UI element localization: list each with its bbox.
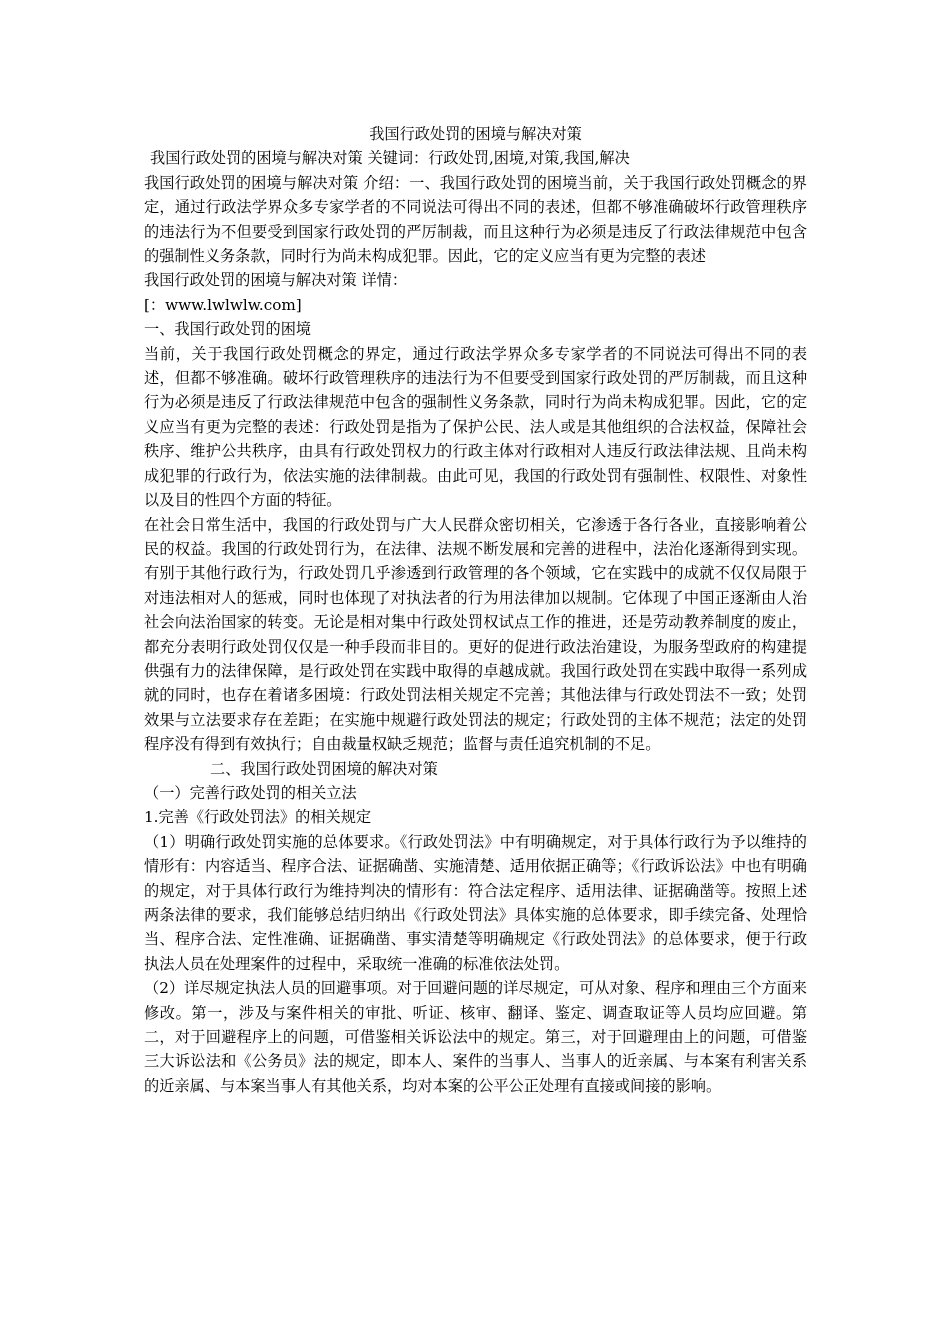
document-page	[144, 122, 807, 1098]
section2-heading: 二、我国行政处罚困境的解决对策	[210, 759, 438, 778]
section1-heading: 一、我国行政处罚的困境	[144, 320, 312, 339]
subsection1-1-heading: 1.完善《行政处罚法》的相关规定	[144, 808, 372, 827]
subsection1-heading: （一）完善行政处罚的相关立法	[144, 783, 357, 802]
section1-paragraph-2: 在社会日常生活中，我国的行政处罚与广大人民群众密切相关，它渗透于各行各业，直接影响着公民的权益。我国的行政处罚行为，在法律、法规不断发展和完善的进程中，法治化逐渐得到实现。有别于其他行政行为，行政处罚几乎渗透到行政管理的各个领域，它在实践中的成就不仅仅局限于对违法相对人的惩戒，同时也体现了对执法者的行为用法律加以规制。它体现了中国正逐渐由人治社会向法治国家的转变。无论是相对集中行政处罚权试点工作的推进，还是劳动教养制度的废止，都充分表明行政处罚仅仅是一种手段而非目的。更好的促进行政法治建设，为服务型政府的构建提供强有力的法律保障，是行政处罚在实践中取得的卓越成就。我国行政处罚在实践中取得一系列成就的同时，也存在着诸多困境：行政处罚法相关规定不完善；其他法律与行政处罚法不一致；处罚效果与立法要求存在差距；在实施中规避行政处罚法的规定；行政处罚的主体不规范；法定的处罚程序没有得到有效执行；自由裁量权缺乏规范；监督与责任追究机制的不足。	[144, 515, 807, 754]
item2-paragraph: （2）详尽规定执法人员的回避事项。对于回避问题的详尽规定，可从对象、程序和理由三个方面来修改。第一，涉及与案件相关的审批、听证、核审、翻译、鉴定、调查取证等人员均应回避。第二，对于回避程序上的问题，可借鉴相关诉讼法中的规定。第三，对于回避理由上的问题，可借鉴三大诉讼法和《公务员》法的规定，即本人、案件的当事人、当事人的近亲属、与本案有利害关系的近亲属、与本案当事人有其他关系，均对本案的公平公正处理有直接或间接的影响。	[144, 979, 807, 1095]
intro-paragraph: 我国行政处罚的困境与解决对策 介绍：一、我国行政处罚的困境当前，关于我国行政处罚概念的界定，通过行政法学界众多专家学者的不同说法可得出不同的表述，但都不够准确破坏行政管理秩序的违法行为不但要受到国家行政处罚的严厉制裁，而且这种行为必须是违反了行政法律规范中包含的强制性义务条款，同时行为尚未构成犯罪。因此，它的定义应当有更为完整的表述	[144, 173, 807, 266]
source-line: [：www.lwlwlw.com]	[144, 295, 302, 314]
details-label: 我国行政处罚的困境与解决对策 详情：	[144, 271, 408, 290]
item1-paragraph: （1）明确行政处罚实施的总体要求。《行政处罚法》中有明确规定，对于具体行政行为予以维持的情形有：内容适当、程序合法、证据确凿、实施清楚、适用依据正确等；《行政诉讼法》中也有明确的规定，对于具体行政行为维持判决的情形有：符合法定程序、适用法律、证据确凿等。按照上述两条法律的要求，我们能够总结归纳出《行政处罚法》具体实施的总体要求，即手续完备、处理恰当、程序合法、定性准确、证据确凿、事实清楚等明确规定《行政处罚法》的总体要求，便于行政执法人员在处理案件的过程中，采取统一准确的标准依法处罚。	[144, 832, 807, 973]
keywords-line: 我国行政处罚的困境与解决对策 关键词：行政处罚,困境,对策,我国,解决	[150, 149, 630, 168]
section1-paragraph-1: 当前，关于我国行政处罚概念的界定，通过行政法学界众多专家学者的不同说法可得出不同的表述，但都不够准确。破坏行政管理秩序的违法行为不但要受到国家行政处罚的严厉制裁，而且这种行为必须是违反了行政法律规范中包含的强制性义务条款，同时行为尚未构成犯罪。因此，它的定义应当有更为完整的表述：行政处罚是指为了保护公民、法人或是其他组织的合法权益，保障社会秩序、维护公共秩序，由具有行政处罚权力的行政主体对行政相对人违反行政法律法规、且尚未构成犯罪的行政行为，依法实施的法律制裁。由此可见，我国的行政处罚有强制性、权限性、对象性以及目的性四个方面的特征。	[144, 344, 807, 510]
document-title: 我国行政处罚的困境与解决对策	[369, 125, 582, 143]
